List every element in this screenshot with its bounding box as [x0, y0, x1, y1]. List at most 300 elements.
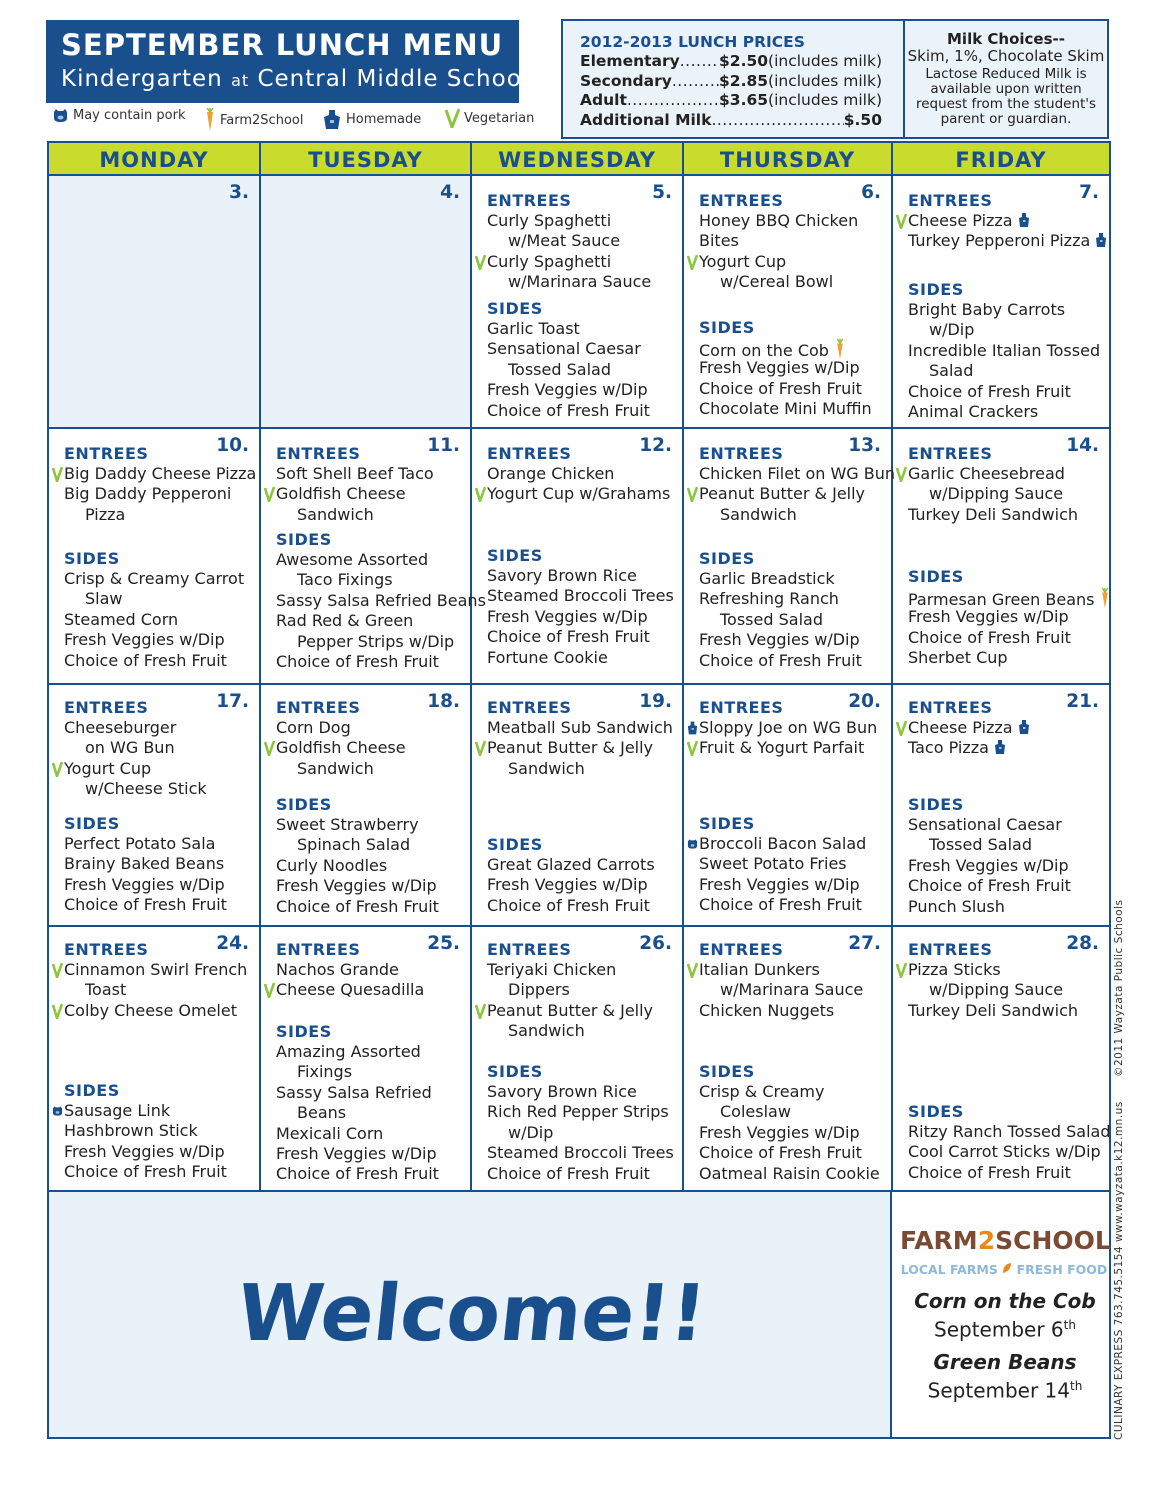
vegetarian-v-icon — [264, 982, 275, 998]
menu-item-text: Fresh Veggies w/Dip — [64, 874, 225, 894]
day-cell — [49, 927, 261, 1192]
menu-item-text: Honey BBQ Chicken — [699, 211, 859, 230]
menu-item-text: Bites — [699, 231, 739, 251]
vegetarian-v-icon — [475, 486, 486, 502]
menu-item-text: Sensational Caesar — [487, 339, 641, 359]
menu-item — [699, 1143, 862, 1163]
menu-item-text: Cheese Pizza — [908, 718, 1013, 737]
menu-item — [487, 360, 611, 380]
price-row-additional-milk: Additional Milk ..... $.50 — [580, 111, 882, 131]
day-header-wednesday: WEDNESDAY — [472, 143, 684, 176]
menu-item — [487, 401, 650, 421]
legend-homemade — [322, 108, 421, 130]
entrees-heading: ENTREES — [487, 444, 572, 463]
sides-heading: SIDES — [908, 280, 964, 299]
menu-item — [64, 505, 125, 525]
menu-item-text: Choice of Fresh Fruit — [908, 876, 1071, 896]
menu-item — [64, 834, 215, 854]
menu-item — [699, 1102, 791, 1122]
menu-item-text: Sandwich — [508, 758, 585, 778]
menu-item — [487, 484, 670, 504]
menu-item — [487, 1102, 669, 1122]
day-cell — [684, 176, 893, 429]
menu-title: SEPTEMBER LUNCH MENU — [61, 28, 504, 62]
welcome-banner — [49, 1192, 892, 1437]
menu-item — [699, 589, 839, 609]
menu-item-text: Fresh Veggies w/Dip — [699, 874, 860, 894]
menu-item-text: Choice of Fresh Fruit — [64, 1162, 227, 1182]
menu-item-text: Sweet Strawberry — [276, 815, 419, 834]
menu-item-text: Fresh Veggies w/Dip — [487, 875, 648, 895]
menu-item — [908, 897, 1005, 917]
menu-item — [64, 960, 247, 980]
entrees-heading: ENTREES — [64, 940, 149, 959]
menu-item-text: Turkey Deli Sandwich — [908, 504, 1079, 524]
menu-item — [699, 610, 823, 630]
menu-item — [908, 835, 1032, 855]
price-row-elementary: Elementary ..... $2.50 (includes milk) — [580, 52, 882, 72]
day-cell — [893, 685, 1109, 927]
calendar-footer — [49, 1192, 1109, 1437]
menu-item — [276, 980, 424, 1000]
menu-item — [487, 738, 653, 758]
menu-item-text: Fruit & Yogurt Parfait — [699, 738, 865, 758]
menu-item-text: Fresh Veggies w/Dip — [699, 630, 860, 650]
sides-heading: SIDES — [699, 549, 755, 568]
day-number: 10. — [216, 435, 249, 456]
subtitle-school: Central Middle School — [257, 66, 530, 92]
menu-item — [908, 1122, 1111, 1142]
menu-item-text: Salad — [929, 361, 974, 381]
entrees-heading: ENTREES — [908, 444, 993, 463]
menu-item-text: Tossed Salad — [720, 609, 823, 629]
menu-item-text: Italian Dunkers — [699, 960, 820, 979]
menu-item-text: Choice of Fresh Fruit — [276, 1164, 439, 1184]
sides-heading: SIDES — [276, 795, 332, 814]
sides-heading: SIDES — [276, 1022, 332, 1041]
menu-item-text: Fresh Veggies w/Dip — [699, 1122, 860, 1142]
menu-item-text: Chicken Nuggets — [699, 1000, 835, 1020]
menu-item — [64, 895, 227, 915]
menu-item — [908, 402, 1038, 422]
menu-item-text: Crisp & Creamy Carrot — [64, 569, 245, 588]
menu-item — [699, 980, 863, 1000]
menu-item-text: Steamed Broccoli Trees — [487, 586, 674, 606]
menu-item — [64, 759, 151, 779]
entrees-heading: ENTREES — [699, 940, 784, 959]
menu-item — [64, 1001, 237, 1021]
legend-farm2school — [204, 108, 303, 132]
menu-item-text: Fresh Veggies w/Dip — [276, 876, 437, 896]
menu-item-text: Corn on the Cob — [699, 341, 829, 360]
day-number: 12. — [639, 435, 672, 456]
menu-item-text: w/Marinara Sauce — [720, 980, 864, 1000]
menu-item — [699, 854, 847, 874]
vegetarian-v-icon — [687, 740, 698, 756]
day-cell — [49, 176, 261, 429]
menu-item — [487, 1001, 653, 1021]
menu-item-text: Garlic Cheesebread — [908, 464, 1065, 483]
menu-item-text: Oatmeal Raisin Cookie — [699, 1163, 880, 1183]
farm2school-tagline: LOCAL FARMS FRESH FOOD — [900, 1262, 1108, 1277]
legend-pork — [52, 108, 185, 123]
menu-item-text: Meatball Sub Sandwich — [487, 718, 673, 737]
day-number: 28. — [1066, 933, 1099, 954]
menu-item — [276, 1103, 346, 1123]
menu-item — [276, 652, 439, 672]
day-header-tuesday: TUESDAY — [261, 143, 472, 176]
vegetarian-v-icon — [475, 254, 486, 270]
pig-icon — [687, 836, 698, 852]
menu-item-text: Curly Noodles — [276, 855, 388, 875]
day-cell — [684, 685, 893, 927]
day-cell — [684, 927, 893, 1192]
day-number: 14. — [1066, 435, 1099, 456]
menu-item-text: Colby Cheese Omelet — [64, 1000, 237, 1020]
sides-heading: SIDES — [487, 299, 543, 318]
lunch-prices-box — [561, 19, 1109, 139]
menu-item-text: Choice of Fresh Fruit — [64, 895, 227, 915]
day-cell — [893, 927, 1109, 1192]
menu-item — [908, 876, 1071, 896]
menu-item — [276, 1042, 421, 1062]
menu-item — [64, 738, 175, 758]
menu-item — [487, 252, 611, 272]
menu-item-text: Taco Fixings — [297, 570, 393, 590]
entrees-heading: ENTREES — [64, 698, 149, 717]
vegetarian-v-icon — [264, 740, 275, 756]
vegetarian-v-icon — [475, 1003, 486, 1019]
menu-item-text: Crisp & Creamy — [699, 1082, 825, 1101]
menu-item-text: Chicken Filet on WG Bun — [699, 464, 896, 483]
side-credits-copyright: ©2011 Wayzata Public Schools — [1113, 899, 1125, 1077]
lunch-prices — [580, 33, 882, 130]
menu-item-text: Sensational Caesar — [908, 815, 1062, 834]
menu-item-text: Chocolate Mini Muffin — [699, 399, 872, 419]
menu-item — [699, 630, 860, 650]
menu-item — [487, 627, 650, 647]
menu-item — [64, 569, 244, 589]
sides-heading: SIDES — [699, 318, 755, 337]
entrees-heading: ENTREES — [276, 444, 361, 463]
menu-item — [276, 632, 454, 652]
menu-item — [699, 1123, 860, 1143]
menu-item — [487, 272, 651, 292]
menu-item-text: Cheeseburger — [64, 718, 177, 737]
menu-item — [487, 1143, 674, 1163]
menu-item — [64, 610, 178, 630]
subtitle-grade: Kindergarten — [61, 66, 223, 92]
day-cell — [261, 927, 472, 1192]
milk-choices-list: Skim, 1%, Chocolate Skim — [907, 47, 1105, 65]
menu-item — [699, 960, 820, 980]
menu-item-text: Choice of Fresh Fruit — [908, 381, 1071, 401]
sides-heading: SIDES — [487, 546, 543, 565]
menu-item — [908, 738, 1006, 758]
menu-calendar — [47, 141, 1111, 1439]
menu-item-text: Choice of Fresh Fruit — [276, 652, 439, 671]
menu-item — [908, 648, 1008, 668]
menu-item — [64, 1162, 227, 1182]
apron-icon — [687, 720, 698, 736]
menu-item-text: Broccoli Bacon Salad — [699, 834, 867, 853]
day-number: 7. — [1079, 182, 1099, 203]
menu-item-text: Brainy Baked Beans — [64, 854, 225, 874]
menu-item-text: Garlic Breadstick — [699, 569, 835, 588]
menu-item-text: Sweet Potato Fries — [699, 854, 847, 874]
menu-item — [276, 464, 434, 484]
menu-item-text: Fresh Veggies w/Dip — [908, 607, 1069, 627]
vegetarian-v-icon — [264, 486, 275, 502]
vegetarian-v-icon — [896, 720, 907, 736]
menu-item — [276, 570, 393, 590]
menu-item — [908, 980, 1063, 1000]
menu-item-text: Cheese Pizza — [908, 211, 1013, 230]
side-credits-contact: CULINARY EXPRESS 763.745.5154 www.wayzata.k12.mn.us — [1113, 1101, 1125, 1440]
prices-title: 2012-2013 LUNCH PRICES — [580, 33, 805, 51]
day-number: 21. — [1066, 691, 1099, 712]
day-number: 18. — [427, 691, 460, 712]
day-number: 13. — [848, 435, 881, 456]
menu-item — [487, 855, 655, 875]
menu-item — [64, 630, 225, 650]
menu-item-text: Spinach Salad — [297, 835, 411, 855]
menu-item — [64, 464, 256, 484]
menu-item — [699, 379, 862, 399]
sides-heading: SIDES — [276, 530, 332, 549]
menu-item-text: Sandwich — [720, 504, 797, 524]
price-row-adult: Adult ..... $3.65 (includes milk) — [580, 91, 882, 111]
sides-heading: SIDES — [64, 549, 120, 568]
welcome-panel — [49, 1192, 892, 1437]
menu-item-text: Pizza — [85, 504, 126, 524]
menu-item-text: Cinnamon Swirl French — [64, 960, 248, 979]
menu-item — [487, 380, 648, 400]
farm2school-feature-1: Corn on the Cob September 6th — [914, 1289, 1096, 1342]
menu-item — [276, 1144, 437, 1164]
menu-item-text: Soft Shell Beef Taco — [276, 464, 434, 483]
menu-item — [64, 980, 126, 1000]
entrees-heading: ENTREES — [908, 940, 993, 959]
sides-heading: SIDES — [64, 1081, 120, 1100]
day-number: 4. — [440, 182, 460, 203]
menu-item — [699, 484, 865, 504]
menu-item — [276, 856, 387, 876]
vegetarian-v-icon — [52, 466, 63, 482]
side-credits — [1112, 899, 1130, 1440]
sides-heading: SIDES — [699, 814, 755, 833]
menu-item — [908, 382, 1071, 402]
farm2school-feature-2: Green Beans September 14th — [927, 1350, 1083, 1403]
legend-homemade-label: Homemade — [346, 111, 422, 127]
menu-item-text: w/Dip — [929, 320, 975, 340]
menu-item — [487, 1021, 585, 1041]
day-number: 24. — [216, 933, 249, 954]
menu-item-text: Tossed Salad — [929, 835, 1032, 855]
menu-item-text: Dippers — [508, 980, 570, 1000]
menu-item — [276, 1062, 352, 1082]
menu-item-text: Peanut Butter & Jelly — [699, 484, 866, 504]
menu-item — [699, 718, 877, 738]
menu-item-text: Choice of Fresh Fruit — [908, 627, 1071, 647]
menu-item-text: Sandwich — [297, 758, 374, 778]
menu-item-text: Toast — [85, 980, 127, 1000]
menu-item-text: Rad Red & Green — [276, 611, 414, 631]
menu-item — [908, 607, 1069, 627]
menu-item — [908, 960, 1001, 980]
menu-item — [64, 484, 231, 504]
menu-item-text: Big Daddy Pepperoni — [64, 484, 232, 504]
vegetarian-v-icon — [687, 254, 698, 270]
menu-item-text: Choice of Fresh Fruit — [487, 895, 650, 915]
menu-item — [64, 651, 227, 671]
menu-item — [908, 484, 1063, 504]
day-number: 20. — [848, 691, 881, 712]
apron-icon — [1018, 212, 1030, 228]
menu-item-text: w/Dipping Sauce — [929, 484, 1064, 504]
menu-item — [276, 738, 406, 758]
vegetarian-v-icon — [445, 108, 460, 128]
menu-item-text: Goldfish Cheese — [276, 738, 406, 758]
menu-item-text: Nachos Grande — [276, 960, 399, 979]
menu-item-text: Peanut Butter & Jelly — [487, 738, 654, 758]
menu-item — [276, 1083, 432, 1103]
menu-item — [487, 896, 650, 916]
menu-item-text: Choice of Fresh Fruit — [699, 1143, 862, 1163]
menu-item-text: Hashbrown Stick — [64, 1121, 198, 1141]
menu-item — [487, 607, 648, 627]
menu-item-text: Steamed Corn — [64, 609, 179, 629]
menu-item — [699, 834, 866, 854]
menu-item — [64, 589, 123, 609]
subtitle-at: at — [231, 71, 250, 90]
menu-item — [699, 738, 864, 758]
menu-item — [699, 895, 862, 915]
day-cell — [893, 429, 1109, 685]
farm2school-panel — [892, 1192, 1109, 1437]
day-number: 27. — [848, 933, 881, 954]
menu-item-text: Ritzy Ranch Tossed Salad — [908, 1122, 1111, 1141]
menu-item — [64, 854, 224, 874]
vegetarian-v-icon — [52, 761, 63, 777]
sides-heading: SIDES — [699, 1062, 755, 1081]
menu-item-text: Choice of Fresh Fruit — [908, 1162, 1071, 1182]
day-number: 3. — [229, 182, 249, 203]
sides-heading: SIDES — [908, 1102, 964, 1121]
day-header-friday: FRIDAY — [893, 143, 1109, 176]
menu-item-text: Fresh Veggies w/Dip — [908, 855, 1069, 875]
menu-item — [487, 231, 620, 251]
menu-item-text: Pizza Sticks — [908, 960, 1001, 979]
menu-item-text: Fresh Veggies w/Dip — [699, 358, 860, 378]
menu-item — [487, 1082, 637, 1102]
menu-item-text: Incredible Italian Tossed — [908, 340, 1101, 360]
day-number: 5. — [652, 182, 672, 203]
menu-item-text: Choice of Fresh Fruit — [487, 400, 650, 420]
day-cell — [472, 927, 684, 1192]
day-cell — [893, 176, 1109, 429]
menu-item-text: Turkey Deli Sandwich — [908, 1000, 1079, 1020]
menu-item — [699, 399, 872, 419]
menu-item-text: Fresh Veggies w/Dip — [276, 1144, 437, 1163]
legend-vegetarian-label: Vegetarian — [464, 110, 535, 126]
menu-item-text: Slaw — [85, 589, 123, 609]
menu-item-text: w/Dip — [508, 1122, 554, 1142]
entrees-heading: ENTREES — [276, 940, 361, 959]
menu-item-text: Sandwich — [297, 504, 374, 524]
menu-item-text: Fresh Veggies w/Dip — [64, 1141, 225, 1161]
menu-item — [699, 358, 860, 378]
menu-item-text: Teriyaki Chicken — [487, 960, 617, 979]
menu-item — [276, 611, 413, 631]
entrees-heading: ENTREES — [908, 698, 993, 717]
day-number: 26. — [639, 933, 672, 954]
leaf-icon — [1002, 1262, 1012, 1274]
menu-item — [64, 1142, 225, 1162]
menu-item-text: Fresh Veggies w/Dip — [64, 630, 225, 650]
menu-item — [276, 759, 374, 779]
day-header-monday: MONDAY — [49, 143, 261, 176]
day-cell — [472, 429, 684, 685]
menu-item — [64, 1101, 170, 1121]
vegetarian-v-icon — [52, 962, 63, 978]
menu-item-text: Choice of Fresh Fruit — [699, 378, 862, 398]
day-cell — [261, 429, 486, 685]
menu-item — [908, 231, 1107, 251]
menu-item-text: w/Marinara Sauce — [508, 272, 652, 292]
menu-item-text: Animal Crackers — [908, 402, 1039, 421]
menu-item-text: Sherbet Cup — [908, 648, 1008, 668]
menu-item-text: w/Meat Sauce — [508, 231, 621, 251]
menu-item-text: Garlic Toast — [487, 319, 580, 338]
vegetarian-v-icon — [52, 1003, 63, 1019]
menu-item-text: Sassy Salsa Refried Beans — [276, 590, 486, 610]
menu-item — [699, 211, 858, 231]
menu-item-text: Yogurt Cup — [64, 758, 152, 778]
menu-item-text: Amazing Assorted — [276, 1042, 421, 1061]
menu-item-text: w/Cheese Stick — [85, 779, 207, 799]
menu-item — [908, 361, 973, 381]
menu-item — [908, 320, 974, 340]
menu-item-text: Coleslaw — [720, 1102, 791, 1122]
menu-item — [276, 1124, 383, 1144]
farm2school-logo: FARM2SCHOOL — [900, 1226, 1111, 1255]
day-number: 17. — [216, 691, 249, 712]
menu-item — [908, 464, 1065, 484]
menu-item — [487, 319, 580, 339]
menu-item — [276, 550, 428, 570]
sides-heading: SIDES — [908, 795, 964, 814]
menu-item-text: Choice of Fresh Fruit — [699, 895, 862, 915]
menu-item — [699, 875, 860, 895]
sides-heading: SIDES — [487, 835, 543, 854]
menu-item-text: Fresh Veggies w/Dip — [487, 380, 648, 400]
entrees-heading: ENTREES — [908, 191, 993, 210]
apron-icon — [1095, 232, 1107, 248]
menu-item — [276, 835, 410, 855]
menu-item — [908, 1001, 1078, 1021]
menu-item — [908, 341, 1100, 361]
menu-item-text: Steamed Broccoli Trees — [487, 1143, 674, 1163]
entrees-heading: ENTREES — [64, 444, 149, 463]
apron-icon — [1018, 719, 1030, 735]
menu-item — [699, 651, 862, 671]
vegetarian-v-icon — [896, 213, 907, 229]
menu-subtitle — [61, 66, 529, 92]
sides-heading: SIDES — [908, 567, 964, 586]
menu-item-text: Fresh Veggies w/Dip — [487, 606, 648, 626]
entrees-heading: ENTREES — [276, 698, 361, 717]
